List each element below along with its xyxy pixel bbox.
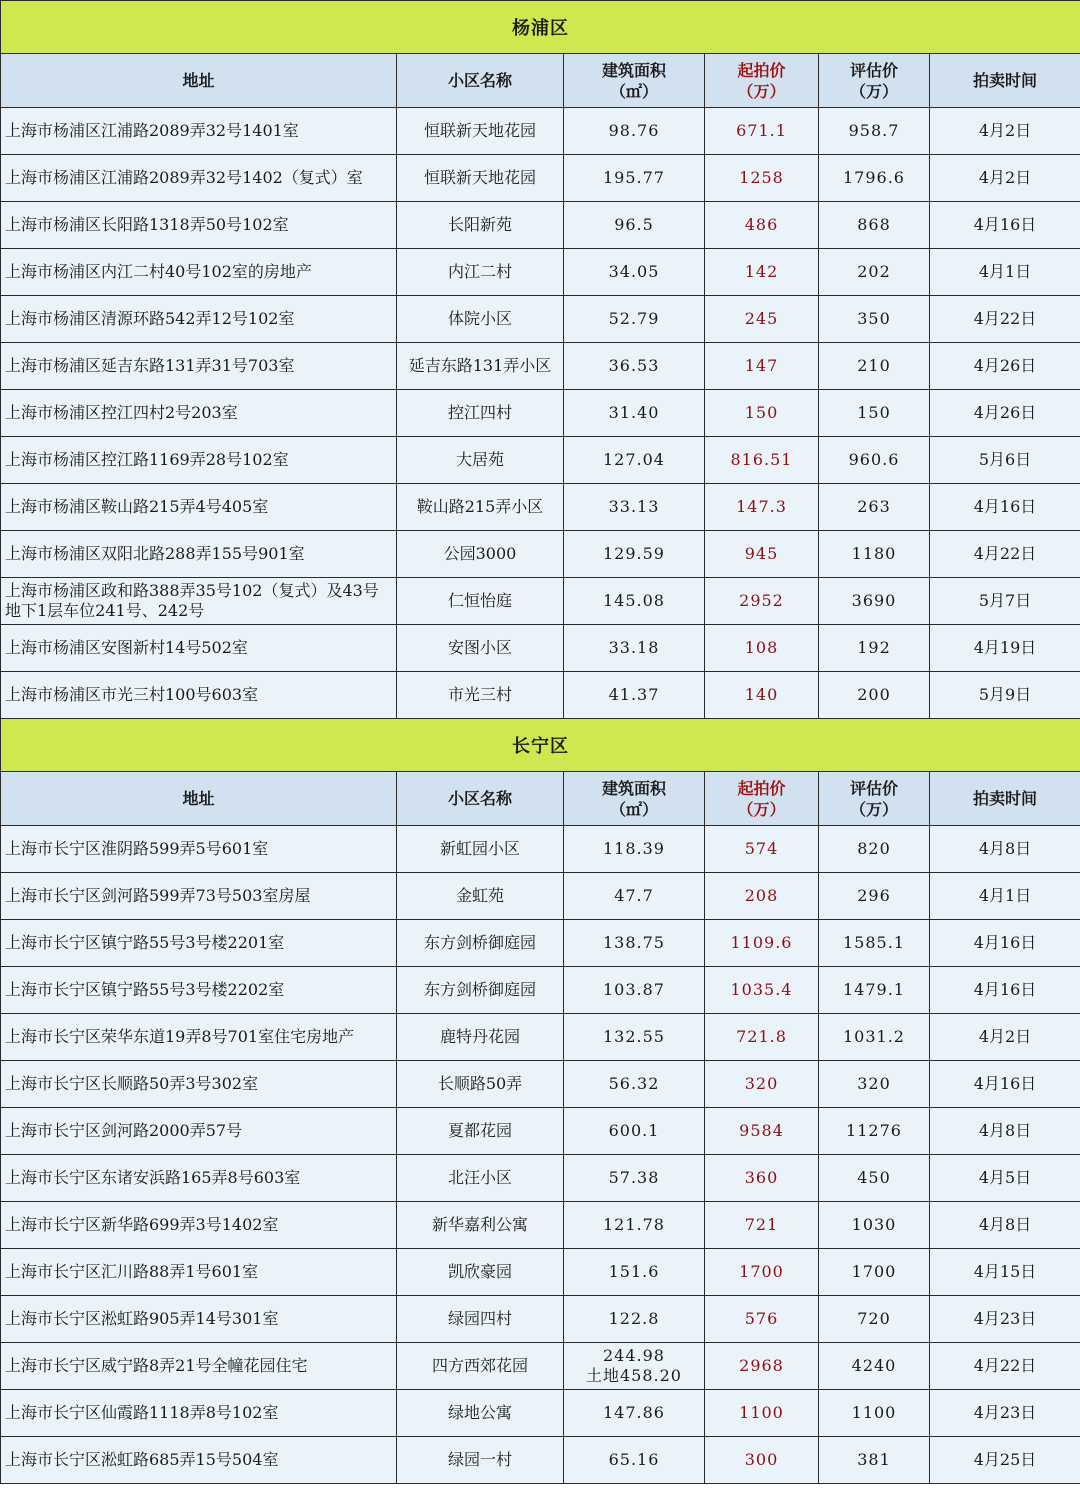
table-row [1,826,1080,873]
district-band [1,719,1080,772]
area-cell: 33.13 [564,484,705,531]
address-cell: 上海市长宁区荣华东道19弄8号701室住宅房地产 [1,1014,397,1061]
table-row [1,437,1080,484]
auction-date-cell: 4月26日 [930,343,1080,390]
eval-price-cell: 1031.2 [819,1014,930,1061]
start-price-cell: 574 [705,826,819,873]
auction-date-cell: 5月6日 [930,437,1080,484]
start-price-cell: 142 [705,249,819,296]
area-cell: 36.53 [564,343,705,390]
auction-date-cell: 4月22日 [930,296,1080,343]
area-cell: 98.76 [564,108,705,155]
auction-date-cell: 4月5日 [930,1155,1080,1202]
eval-price-cell: 3690 [819,578,930,625]
community-cell: 延吉东路131弄小区 [397,343,564,390]
table-row [1,1343,1080,1390]
column-header-row [1,772,1080,826]
district-title: 杨浦区 [1,1,1080,54]
header-community: 小区名称 [397,772,564,826]
start-price-cell: 486 [705,202,819,249]
table-row [1,484,1080,531]
table-row [1,531,1080,578]
address-cell: 上海市杨浦区市光三村100号603室 [1,672,397,719]
address-cell: 上海市杨浦区双阳北路288弄155号901室 [1,531,397,578]
header-area: 建筑面积 （㎡） [564,54,705,108]
header-eval-price: 评估价 （万） [819,772,930,826]
address-cell: 上海市长宁区东诸安浜路165弄8号603室 [1,1155,397,1202]
start-price-cell: 150 [705,390,819,437]
start-price-cell: 671.1 [705,108,819,155]
address-cell: 上海市杨浦区政和路388弄35号102（复式）及43号地下1层车位241号、242号 [1,578,397,625]
area-cell: 132.55 [564,1014,705,1061]
eval-price-cell: 1796.6 [819,155,930,202]
address-cell: 上海市长宁区剑河路599弄73号503室房屋 [1,873,397,920]
header-auction-time: 拍卖时间 [930,772,1080,826]
address-cell: 上海市杨浦区鞍山路215弄4号405室 [1,484,397,531]
community-cell: 长阳新苑 [397,202,564,249]
start-price-cell: 721 [705,1202,819,1249]
start-price-cell: 300 [705,1437,819,1484]
start-price-cell: 721.8 [705,1014,819,1061]
address-cell: 上海市长宁区新华路699弄3号1402室 [1,1202,397,1249]
community-cell: 公园3000 [397,531,564,578]
auction-date-cell: 4月15日 [930,1249,1080,1296]
community-cell: 东方剑桥御庭园 [397,967,564,1014]
eval-price-cell: 1100 [819,1390,930,1437]
community-cell: 东方剑桥御庭园 [397,920,564,967]
community-cell: 绿地公寓 [397,1390,564,1437]
area-cell: 145.08 [564,578,705,625]
table-row [1,578,1080,625]
start-price-cell: 816.51 [705,437,819,484]
community-cell: 新华嘉利公寓 [397,1202,564,1249]
start-price-cell: 1100 [705,1390,819,1437]
eval-price-cell: 350 [819,296,930,343]
auction-date-cell: 4月16日 [930,202,1080,249]
address-cell: 上海市长宁区淮阴路599弄5号601室 [1,826,397,873]
area-cell: 151.6 [564,1249,705,1296]
header-area: 建筑面积 （㎡） [564,772,705,826]
address-cell: 上海市杨浦区控江路1169弄28号102室 [1,437,397,484]
start-price-cell: 108 [705,625,819,672]
eval-price-cell: 958.7 [819,108,930,155]
start-price-cell: 1258 [705,155,819,202]
start-price-cell: 9584 [705,1108,819,1155]
start-price-cell: 147 [705,343,819,390]
area-cell: 57.38 [564,1155,705,1202]
community-cell: 安图小区 [397,625,564,672]
area-cell: 31.40 [564,390,705,437]
community-cell: 北汪小区 [397,1155,564,1202]
area-cell: 33.18 [564,625,705,672]
start-price-cell: 2968 [705,1343,819,1390]
eval-price-cell: 1180 [819,531,930,578]
address-cell: 上海市长宁区汇川路88弄1号601室 [1,1249,397,1296]
auction-date-cell: 4月2日 [930,1014,1080,1061]
address-cell: 上海市杨浦区江浦路2089弄32号1401室 [1,108,397,155]
area-cell: 138.75 [564,920,705,967]
eval-price-cell: 4240 [819,1343,930,1390]
address-cell: 上海市长宁区淞虹路905弄14号301室 [1,1296,397,1343]
auction-date-cell: 4月23日 [930,1296,1080,1343]
start-price-cell: 1109.6 [705,920,819,967]
address-cell: 上海市杨浦区江浦路2089弄32号1402（复式）室 [1,155,397,202]
auction-date-cell: 4月23日 [930,1390,1080,1437]
address-cell: 上海市杨浦区清源环路542弄12号102室 [1,296,397,343]
start-price-cell: 147.3 [705,484,819,531]
auction-date-cell: 4月1日 [930,249,1080,296]
community-cell: 绿园一村 [397,1437,564,1484]
address-cell: 上海市长宁区威宁路8弄21号全幢花园住宅 [1,1343,397,1390]
auction-date-cell: 4月1日 [930,873,1080,920]
start-price-cell: 945 [705,531,819,578]
area-cell: 600.1 [564,1108,705,1155]
community-cell: 恒联新天地花园 [397,108,564,155]
start-price-cell: 360 [705,1155,819,1202]
area-cell: 34.05 [564,249,705,296]
start-price-cell: 245 [705,296,819,343]
area-cell: 195.77 [564,155,705,202]
area-cell: 127.04 [564,437,705,484]
eval-price-cell: 720 [819,1296,930,1343]
table-row [1,1437,1080,1484]
eval-price-cell: 960.6 [819,437,930,484]
eval-price-cell: 381 [819,1437,930,1484]
community-cell: 金虹苑 [397,873,564,920]
auction-date-cell: 4月8日 [930,1202,1080,1249]
area-cell: 129.59 [564,531,705,578]
table-row [1,967,1080,1014]
table-row [1,672,1080,719]
eval-price-cell: 11276 [819,1108,930,1155]
auction-date-cell: 4月8日 [930,826,1080,873]
column-header-row [1,54,1080,108]
eval-price-cell: 320 [819,1061,930,1108]
district-title: 长宁区 [1,719,1080,772]
district-band [1,1,1080,54]
auction-date-cell: 4月16日 [930,484,1080,531]
eval-price-cell: 450 [819,1155,930,1202]
area-cell: 65.16 [564,1437,705,1484]
eval-price-cell: 1700 [819,1249,930,1296]
address-cell: 上海市杨浦区安图新村14号502室 [1,625,397,672]
table-row [1,1249,1080,1296]
table-row [1,873,1080,920]
community-cell: 夏都花园 [397,1108,564,1155]
community-cell: 四方西郊花园 [397,1343,564,1390]
table-row [1,625,1080,672]
auction-table-body [1,1,1080,1484]
area-cell: 122.8 [564,1296,705,1343]
eval-price-cell: 202 [819,249,930,296]
auction-date-cell: 4月16日 [930,967,1080,1014]
start-price-cell: 140 [705,672,819,719]
table-row [1,1390,1080,1437]
community-cell: 体院小区 [397,296,564,343]
start-price-cell: 1035.4 [705,967,819,1014]
start-price-cell: 320 [705,1061,819,1108]
area-cell: 118.39 [564,826,705,873]
table-row [1,1155,1080,1202]
table-row [1,108,1080,155]
auction-date-cell: 4月25日 [930,1437,1080,1484]
auction-date-cell: 4月26日 [930,390,1080,437]
auction-date-cell: 4月2日 [930,108,1080,155]
auction-date-cell: 4月16日 [930,920,1080,967]
community-cell: 凯欣豪园 [397,1249,564,1296]
header-start-price: 起拍价 （万） [705,772,819,826]
header-address: 地址 [1,54,397,108]
address-cell: 上海市杨浦区控江四村2号203室 [1,390,397,437]
auction-date-cell: 4月2日 [930,155,1080,202]
start-price-cell: 2952 [705,578,819,625]
eval-price-cell: 210 [819,343,930,390]
address-cell: 上海市长宁区长顺路50弄3号302室 [1,1061,397,1108]
table-row [1,202,1080,249]
header-community: 小区名称 [397,54,564,108]
eval-price-cell: 1585.1 [819,920,930,967]
auction-date-cell: 4月8日 [930,1108,1080,1155]
eval-price-cell: 263 [819,484,930,531]
area-cell: 121.78 [564,1202,705,1249]
auction-date-cell: 5月7日 [930,578,1080,625]
header-eval-price: 评估价 （万） [819,54,930,108]
community-cell: 内江二村 [397,249,564,296]
address-cell: 上海市长宁区仙霞路1118弄8号102室 [1,1390,397,1437]
community-cell: 鞍山路215弄小区 [397,484,564,531]
community-cell: 绿园四村 [397,1296,564,1343]
auction-date-cell: 5月9日 [930,672,1080,719]
start-price-cell: 208 [705,873,819,920]
auction-date-cell: 4月22日 [930,1343,1080,1390]
eval-price-cell: 820 [819,826,930,873]
auction-date-cell: 4月16日 [930,1061,1080,1108]
table-row [1,155,1080,202]
header-address: 地址 [1,772,397,826]
eval-price-cell: 1479.1 [819,967,930,1014]
community-cell: 大居苑 [397,437,564,484]
table-row [1,920,1080,967]
auction-date-cell: 4月19日 [930,625,1080,672]
table-row [1,390,1080,437]
auction-date-cell: 4月22日 [930,531,1080,578]
eval-price-cell: 1030 [819,1202,930,1249]
start-price-cell: 576 [705,1296,819,1343]
address-cell: 上海市杨浦区延吉东路131弄31号703室 [1,343,397,390]
table-row [1,296,1080,343]
area-cell: 52.79 [564,296,705,343]
start-price-cell: 1700 [705,1249,819,1296]
community-cell: 鹿特丹花园 [397,1014,564,1061]
community-cell: 长顺路50弄 [397,1061,564,1108]
area-cell: 96.5 [564,202,705,249]
address-cell: 上海市长宁区淞虹路685弄15号504室 [1,1437,397,1484]
community-cell: 恒联新天地花园 [397,155,564,202]
address-cell: 上海市长宁区剑河路2000弄57号 [1,1108,397,1155]
area-cell: 56.32 [564,1061,705,1108]
community-cell: 控江四村 [397,390,564,437]
address-cell: 上海市长宁区镇宁路55号3号楼2202室 [1,967,397,1014]
table-row [1,1296,1080,1343]
eval-price-cell: 200 [819,672,930,719]
community-cell: 仁恒怡庭 [397,578,564,625]
area-cell: 244.98 土地458.20 [564,1343,705,1390]
eval-price-cell: 296 [819,873,930,920]
table-row [1,1108,1080,1155]
header-auction-time: 拍卖时间 [930,54,1080,108]
table-row [1,1014,1080,1061]
table-row [1,343,1080,390]
address-cell: 上海市杨浦区内江二村40号102室的房地产 [1,249,397,296]
table-row [1,249,1080,296]
header-start-price: 起拍价 （万） [705,54,819,108]
address-cell: 上海市长宁区镇宁路55号3号楼2201室 [1,920,397,967]
community-cell: 新虹园小区 [397,826,564,873]
area-cell: 41.37 [564,672,705,719]
eval-price-cell: 192 [819,625,930,672]
area-cell: 103.87 [564,967,705,1014]
table-row [1,1202,1080,1249]
eval-price-cell: 150 [819,390,930,437]
area-cell: 47.7 [564,873,705,920]
community-cell: 市光三村 [397,672,564,719]
eval-price-cell: 868 [819,202,930,249]
area-cell: 147.86 [564,1390,705,1437]
address-cell: 上海市杨浦区长阳路1318弄50号102室 [1,202,397,249]
table-row [1,1061,1080,1108]
